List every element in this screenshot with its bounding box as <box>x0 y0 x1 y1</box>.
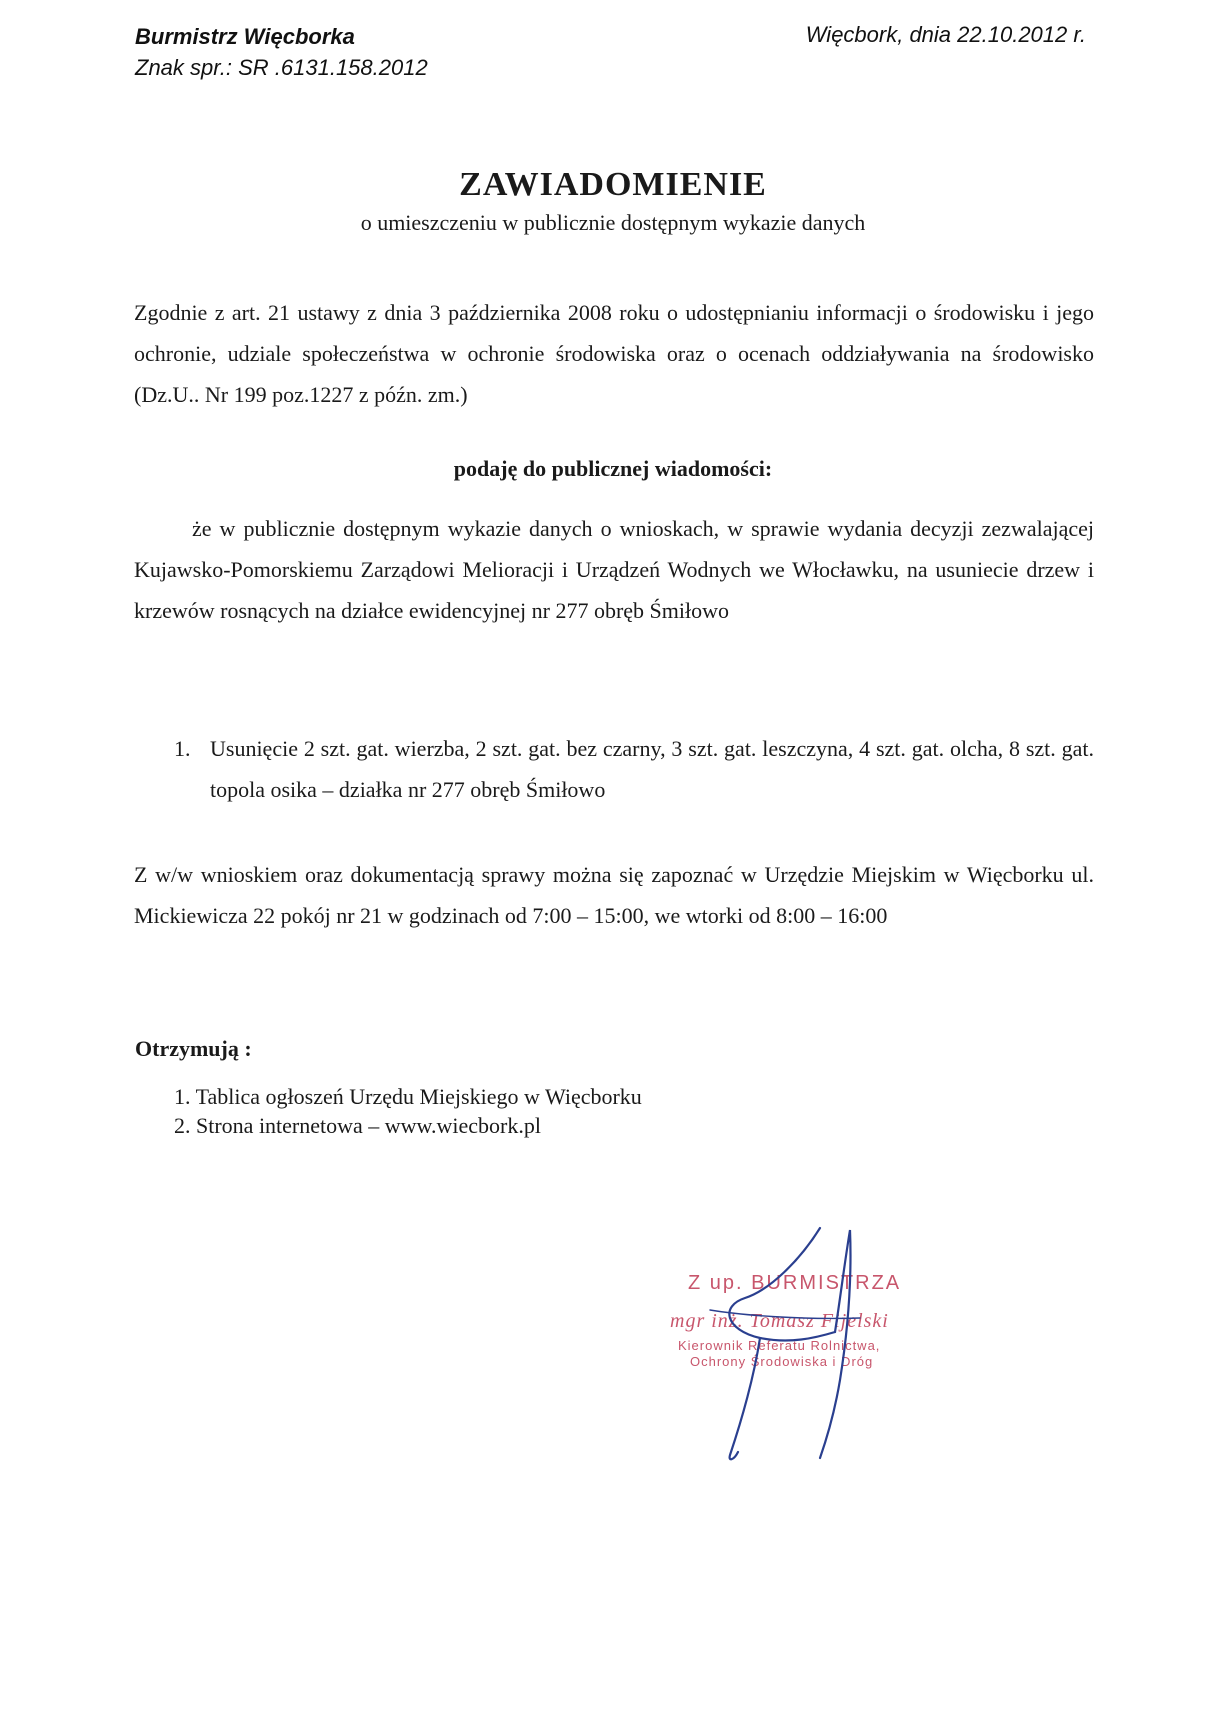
recipients-heading: Otrzymują : <box>135 1036 252 1061</box>
stamp-line: mgr inż. Tomasz Fijelski <box>670 1310 889 1332</box>
document-title: ZAWIADOMIENIE <box>459 166 767 203</box>
list-item-number: 1. <box>174 736 191 761</box>
request-items-list <box>174 728 1094 810</box>
contact-paragraph: Z w/w wnioskiem oraz dokumentacją sprawy można się zapoznać w Urzędzie Miejskim w Więcborku ul. Mickiewicza 22 pokój nr 21 w godzinach od 7:00 – 15:00, we wtorki od 8:00 – 16:00 <box>134 862 1094 928</box>
list-item <box>174 728 1094 810</box>
announcement-heading: podaję do publicznej wiadomości: <box>453 456 773 481</box>
handwritten-signature <box>650 1220 960 1480</box>
issuing-authority: Burmistrz Więcborka <box>135 24 355 49</box>
official-stamp <box>650 1220 960 1480</box>
place-and-date: Więcbork, dnia 22.10.2012 r. <box>805 22 1086 47</box>
details-paragraph: że w publicznie dostępnym wykazie danych o wnioskach, w sprawie wydania decyzji zezwalającej Kujawsko-Pomorskiemu Zarządowi Melioracji i Urządzeń Wodnych we Włocławku, na usuniecie drzew i krzewów rosnących na działce ewidencyjnej nr 277 obręb Śmiłowo <box>134 516 1094 623</box>
document-subtitle: o umieszczeniu w publicznie dostępnym wykazie danych <box>360 210 866 235</box>
stamp-line: Kierownik Referatu Rolnictwa, <box>678 1338 881 1353</box>
stamp-line: Ochrony Środowiska i Dróg <box>690 1354 874 1369</box>
list-item-text: Usunięcie 2 szt. gat. wierzba, 2 szt. gat. bez czarny, 3 szt. gat. leszczyna, 4 szt. gat. olcha, 8 szt. gat. topola osika – działka nr 277 obręb Śmiłowo <box>210 736 1094 802</box>
legal-basis-paragraph: Zgodnie z art. 21 ustawy z dnia 3 października 2008 roku o udostępnianiu informacji o środowisku i jego ochronie, udziale społeczeństwa w ochronie środowiska oraz o ocenach oddziaływania na środowisko (Dz.U.. Nr 199 poz.1227 z późn. zm.) <box>134 300 1094 407</box>
stamp-line: Z up. BURMISTRZA <box>688 1272 902 1294</box>
recipients-list <box>174 1082 642 1140</box>
reference-number: Znak spr.: SR .6131.158.2012 <box>135 55 428 80</box>
list-item: 2. Strona internetowa – www.wiecbork.pl <box>174 1113 541 1138</box>
list-item: 1. Tablica ogłoszeń Urzędu Miejskiego w Więcborku <box>174 1084 642 1109</box>
